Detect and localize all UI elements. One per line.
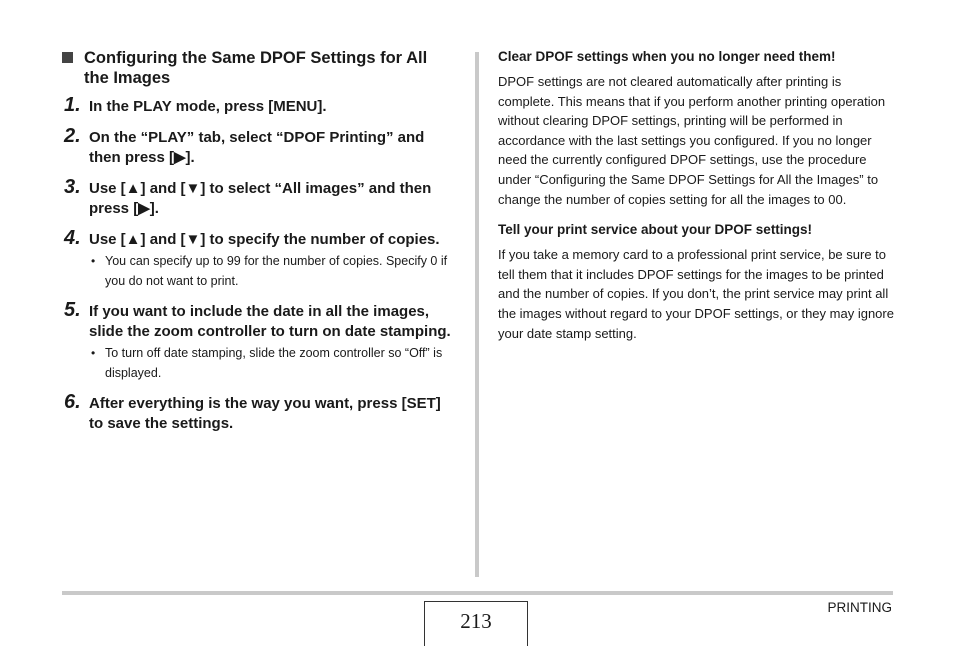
step-number: 4. [64, 227, 81, 249]
step-number: 2. [64, 125, 81, 147]
footer-divider [62, 591, 893, 595]
step-number: 6. [64, 391, 81, 413]
step-text: After everything is the way you want, press [SET] to save the settings. [89, 395, 441, 432]
note-body-clear-dpof: DPOF settings are not cleared automatically after printing is complete. This means that if you perform another printing operation without clearing DPOF settings, printing will be performed in accordance with the last settings you configured. If you no longer need the currently configured DPOF settings, use the procedure under “Configuring the Same DPOF Settings for All the Images” to change the number of copies setting for all the images to 00. [498, 74, 886, 207]
right-column [498, 48, 894, 355]
note-title-clear-dpof: Clear DPOF settings when you no longer need them! [498, 49, 836, 64]
section-label: PRINTING [827, 600, 892, 615]
section-heading [62, 48, 454, 88]
step-6 [62, 391, 454, 434]
step-text: In the PLAY mode, press [MENU]. [89, 98, 327, 115]
step-text: On the “PLAY” tab, select “DPOF Printing” and then press [▶]. [89, 129, 425, 166]
square-bullet-icon [62, 52, 73, 63]
step-3 [62, 176, 454, 219]
column-divider [475, 52, 479, 577]
step-text: If you want to include the date in all the images, slide the zoom controller to turn on date stamping. [89, 303, 451, 340]
note-body-print-service: If you take a memory card to a professional print service, be sure to tell them that it includes DPOF settings for the images to be printed and the number of copies. If you don’t, the print service may print all the images without regard to your DPOF settings, or they may ignore your date stamp setting. [498, 247, 894, 341]
step-text: Use [▲] and [▼] to select “All images” and then press [▶]. [89, 180, 432, 217]
step-1 [62, 94, 454, 117]
step-2 [62, 125, 454, 168]
step-bullet-note: • You can specify up to 99 for the number of copies. Specify 0 if you do not want to print. [89, 252, 454, 291]
step-number: 1. [64, 94, 81, 116]
step-number: 3. [64, 176, 81, 198]
note-title-print-service: Tell your print service about your DPOF settings! [498, 222, 813, 238]
step-text: Use [▲] and [▼] to specify the number of copies. [89, 231, 440, 248]
step-bullet-note: • To turn off date stamping, slide the zoom controller so “Off” is displayed. [89, 344, 454, 383]
step-5 [62, 299, 454, 383]
page-number: 213 [424, 601, 528, 646]
section-title-text: Configuring the Same DPOF Settings for All the Images [84, 49, 428, 87]
left-column [62, 48, 454, 445]
step-4 [62, 227, 454, 291]
step-number: 5. [64, 299, 81, 321]
